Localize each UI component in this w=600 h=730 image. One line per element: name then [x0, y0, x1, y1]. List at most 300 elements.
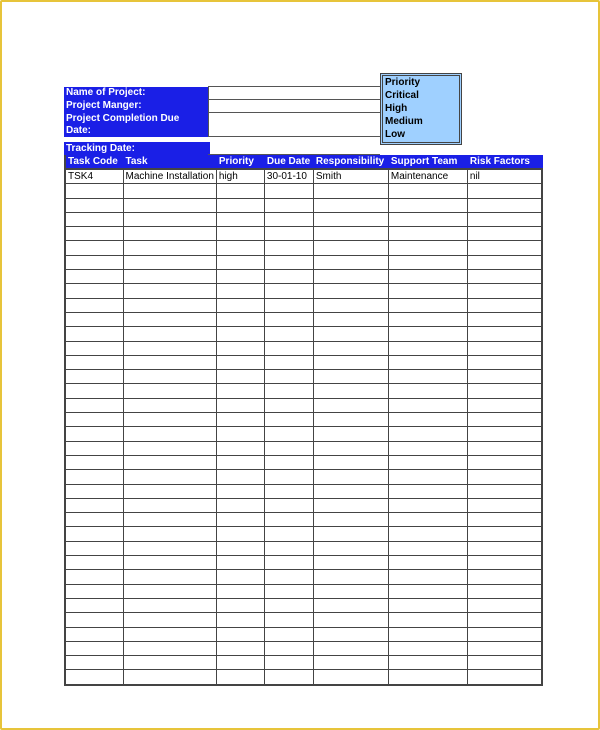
table-cell[interactable]: [388, 184, 467, 198]
table-row: [65, 312, 542, 326]
table-row: [65, 513, 542, 527]
table-cell[interactable]: [388, 284, 467, 298]
table-cell[interactable]: [388, 270, 467, 284]
table-cell[interactable]: [65, 527, 123, 541]
table-cell[interactable]: [467, 670, 542, 685]
table-cell[interactable]: [264, 227, 313, 241]
table-cell[interactable]: [123, 470, 216, 484]
table-cell[interactable]: [388, 527, 467, 541]
table-cell[interactable]: [216, 427, 264, 441]
table-cell[interactable]: [388, 627, 467, 641]
table-cell[interactable]: [123, 255, 216, 269]
table-cell[interactable]: [65, 470, 123, 484]
table-cell[interactable]: [65, 627, 123, 641]
table-cell[interactable]: [216, 198, 264, 212]
table-row: [65, 241, 542, 255]
table-cell[interactable]: [216, 455, 264, 469]
table-cell[interactable]: [467, 184, 542, 198]
table-cell[interactable]: [264, 370, 313, 384]
table-cell[interactable]: [264, 556, 313, 570]
table-cell[interactable]: [123, 441, 216, 455]
table-row: [65, 441, 542, 455]
table-cell[interactable]: Smith: [313, 169, 388, 184]
table-row: [65, 169, 542, 184]
table-cell[interactable]: [313, 270, 388, 284]
table-cell[interactable]: [264, 298, 313, 312]
table-cell[interactable]: [123, 284, 216, 298]
priority-legend: [380, 73, 462, 145]
table-cell[interactable]: [467, 227, 542, 241]
table-cell[interactable]: [65, 541, 123, 555]
table-cell[interactable]: [467, 398, 542, 412]
table-cell[interactable]: [123, 570, 216, 584]
table-cell[interactable]: [388, 413, 467, 427]
table-cell[interactable]: [388, 370, 467, 384]
table-cell[interactable]: [65, 398, 123, 412]
table-cell[interactable]: [467, 584, 542, 598]
column-header-task: Task: [123, 155, 216, 169]
table-row: [65, 212, 542, 226]
table-cell[interactable]: [216, 327, 264, 341]
table-cell[interactable]: [313, 413, 388, 427]
table-row: [65, 341, 542, 355]
table-cell[interactable]: [65, 556, 123, 570]
table-cell[interactable]: Maintenance: [388, 169, 467, 184]
table-cell[interactable]: [467, 298, 542, 312]
table-cell[interactable]: [264, 527, 313, 541]
table-cell[interactable]: [65, 427, 123, 441]
table-cell[interactable]: [388, 227, 467, 241]
table-cell[interactable]: [313, 312, 388, 326]
table-cell[interactable]: [65, 312, 123, 326]
table-cell[interactable]: [467, 556, 542, 570]
table-cell[interactable]: [467, 327, 542, 341]
table-cell[interactable]: [123, 327, 216, 341]
table-cell[interactable]: [123, 370, 216, 384]
table-cell[interactable]: [216, 570, 264, 584]
table-cell[interactable]: [264, 270, 313, 284]
table-row: [65, 398, 542, 412]
table-cell[interactable]: [216, 598, 264, 612]
table-cell[interactable]: [216, 613, 264, 627]
table-cell[interactable]: [216, 413, 264, 427]
table-row: [65, 541, 542, 555]
table-cell[interactable]: [216, 284, 264, 298]
table-cell[interactable]: [388, 355, 467, 369]
table-cell[interactable]: [388, 327, 467, 341]
table-row: [65, 641, 542, 655]
table-cell[interactable]: [388, 455, 467, 469]
table-row: [65, 184, 542, 198]
task-table-body: [65, 169, 542, 685]
table-cell[interactable]: [123, 584, 216, 598]
table-cell[interactable]: [216, 384, 264, 398]
column-header-task-code: Task Code: [65, 155, 123, 169]
table-cell[interactable]: [123, 270, 216, 284]
column-header-due-date: Due Date: [264, 155, 313, 169]
table-cell[interactable]: [216, 241, 264, 255]
table-cell[interactable]: [65, 484, 123, 498]
table-cell[interactable]: [65, 498, 123, 512]
table-cell[interactable]: [65, 184, 123, 198]
table-row: [65, 427, 542, 441]
table-cell[interactable]: [467, 470, 542, 484]
table-cell[interactable]: [264, 284, 313, 298]
column-header-risk-factors: Risk Factors: [467, 155, 542, 169]
table-cell[interactable]: [65, 570, 123, 584]
table-cell[interactable]: [264, 656, 313, 670]
table-cell[interactable]: [388, 613, 467, 627]
table-cell[interactable]: [65, 327, 123, 341]
table-cell[interactable]: [123, 484, 216, 498]
table-cell[interactable]: [467, 441, 542, 455]
table-cell[interactable]: [388, 312, 467, 326]
table-cell[interactable]: [216, 670, 264, 685]
table-cell[interactable]: [467, 198, 542, 212]
table-cell[interactable]: [264, 484, 313, 498]
table-cell[interactable]: [216, 527, 264, 541]
table-cell[interactable]: [313, 641, 388, 655]
table-cell[interactable]: [264, 312, 313, 326]
table-cell[interactable]: [264, 498, 313, 512]
table-cell[interactable]: [65, 227, 123, 241]
task-table: [64, 155, 543, 686]
table-cell[interactable]: [388, 598, 467, 612]
priority-legend-medium: Medium: [385, 116, 423, 127]
table-cell[interactable]: [388, 198, 467, 212]
table-cell[interactable]: [123, 398, 216, 412]
table-cell[interactable]: [313, 613, 388, 627]
table-cell[interactable]: [216, 484, 264, 498]
table-cell[interactable]: [123, 498, 216, 512]
table-cell[interactable]: [65, 284, 123, 298]
table-cell[interactable]: [216, 441, 264, 455]
table-cell[interactable]: [123, 384, 216, 398]
table-cell[interactable]: [313, 455, 388, 469]
table-cell[interactable]: [313, 498, 388, 512]
table-cell[interactable]: [467, 341, 542, 355]
table-row: [65, 470, 542, 484]
table-cell[interactable]: [388, 484, 467, 498]
project-info-block: [64, 86, 382, 137]
table-cell[interactable]: [467, 641, 542, 655]
table-cell[interactable]: [313, 484, 388, 498]
table-cell[interactable]: [313, 298, 388, 312]
table-cell[interactable]: [467, 613, 542, 627]
table-cell[interactable]: [313, 327, 388, 341]
table-cell[interactable]: [313, 284, 388, 298]
table-cell[interactable]: [264, 241, 313, 255]
table-cell[interactable]: [264, 541, 313, 555]
table-cell[interactable]: [216, 341, 264, 355]
table-cell[interactable]: [313, 670, 388, 685]
table-cell[interactable]: [467, 270, 542, 284]
table-row: [65, 413, 542, 427]
table-cell[interactable]: [264, 427, 313, 441]
name-of-project-label: Name of Project:: [64, 87, 209, 100]
table-row: [65, 270, 542, 284]
table-row: [65, 227, 542, 241]
table-cell[interactable]: [123, 513, 216, 527]
table-cell[interactable]: [467, 312, 542, 326]
table-cell[interactable]: [216, 212, 264, 226]
table-cell[interactable]: [264, 327, 313, 341]
table-cell[interactable]: [313, 255, 388, 269]
table-row: [65, 327, 542, 341]
table-cell[interactable]: [313, 556, 388, 570]
table-cell[interactable]: [264, 570, 313, 584]
table-cell[interactable]: [467, 241, 542, 255]
table-row: [65, 656, 542, 670]
project-manager-field[interactable]: [209, 100, 382, 113]
task-table-header: [65, 155, 542, 169]
table-cell[interactable]: [216, 270, 264, 284]
table-cell[interactable]: [123, 670, 216, 685]
table-cell[interactable]: [264, 255, 313, 269]
table-cell[interactable]: [216, 370, 264, 384]
table-cell[interactable]: [467, 513, 542, 527]
table-cell[interactable]: [388, 584, 467, 598]
table-cell[interactable]: [388, 541, 467, 555]
table-cell[interactable]: [123, 427, 216, 441]
table-cell[interactable]: [123, 341, 216, 355]
table-row: [65, 355, 542, 369]
table-cell[interactable]: [123, 641, 216, 655]
table-cell[interactable]: [313, 398, 388, 412]
table-cell[interactable]: [467, 413, 542, 427]
table-cell[interactable]: [388, 470, 467, 484]
table-cell[interactable]: [264, 341, 313, 355]
table-cell[interactable]: [123, 355, 216, 369]
table-cell[interactable]: high: [216, 169, 264, 184]
table-cell[interactable]: [216, 584, 264, 598]
table-cell[interactable]: [216, 541, 264, 555]
table-cell[interactable]: [467, 656, 542, 670]
table-cell[interactable]: [388, 341, 467, 355]
table-cell[interactable]: [264, 198, 313, 212]
table-cell[interactable]: [216, 184, 264, 198]
table-cell[interactable]: [313, 241, 388, 255]
table-cell[interactable]: [467, 370, 542, 384]
priority-legend-low: Low: [385, 129, 405, 140]
table-cell[interactable]: [467, 570, 542, 584]
table-cell[interactable]: [216, 656, 264, 670]
table-cell[interactable]: [467, 427, 542, 441]
table-cell[interactable]: [388, 670, 467, 685]
table-cell[interactable]: [65, 241, 123, 255]
table-cell[interactable]: [388, 384, 467, 398]
table-cell[interactable]: [65, 513, 123, 527]
table-cell[interactable]: [123, 241, 216, 255]
table-cell[interactable]: [313, 584, 388, 598]
table-cell[interactable]: [313, 513, 388, 527]
table-cell[interactable]: [123, 455, 216, 469]
table-cell[interactable]: [388, 498, 467, 512]
table-cell[interactable]: [313, 527, 388, 541]
table-cell[interactable]: [216, 556, 264, 570]
table-cell[interactable]: [467, 384, 542, 398]
table-cell[interactable]: [216, 470, 264, 484]
table-cell[interactable]: [467, 527, 542, 541]
table-cell[interactable]: [65, 584, 123, 598]
table-cell[interactable]: [65, 441, 123, 455]
table-cell[interactable]: [65, 341, 123, 355]
table-cell[interactable]: [264, 513, 313, 527]
table-cell[interactable]: [65, 198, 123, 212]
table-cell[interactable]: [388, 298, 467, 312]
table-cell[interactable]: [216, 627, 264, 641]
name-of-project-field[interactable]: [209, 87, 382, 100]
table-cell[interactable]: [123, 184, 216, 198]
table-cell[interactable]: [216, 312, 264, 326]
table-cell[interactable]: TSK4: [65, 169, 123, 184]
table-cell[interactable]: [123, 556, 216, 570]
table-cell[interactable]: [264, 613, 313, 627]
table-cell[interactable]: [313, 570, 388, 584]
table-cell[interactable]: [313, 598, 388, 612]
table-cell[interactable]: [123, 413, 216, 427]
table-cell[interactable]: [264, 470, 313, 484]
table-cell[interactable]: [264, 441, 313, 455]
table-row: [65, 255, 542, 269]
table-cell[interactable]: [123, 613, 216, 627]
table-cell[interactable]: [264, 670, 313, 685]
table-cell[interactable]: [65, 613, 123, 627]
table-cell[interactable]: [65, 670, 123, 685]
table-cell[interactable]: [313, 370, 388, 384]
table-cell[interactable]: [388, 241, 467, 255]
table-cell[interactable]: [313, 441, 388, 455]
table-cell[interactable]: [123, 227, 216, 241]
table-cell[interactable]: [216, 227, 264, 241]
table-cell[interactable]: [467, 627, 542, 641]
table-cell[interactable]: [467, 255, 542, 269]
tracking-date-field[interactable]: [208, 142, 380, 155]
table-cell[interactable]: [123, 627, 216, 641]
table-cell[interactable]: [123, 598, 216, 612]
table-cell[interactable]: [313, 184, 388, 198]
table-cell[interactable]: [467, 212, 542, 226]
table-cell[interactable]: Machine Installation: [123, 169, 216, 184]
table-cell[interactable]: [388, 556, 467, 570]
table-cell[interactable]: [467, 355, 542, 369]
table-cell[interactable]: [313, 541, 388, 555]
table-cell[interactable]: [65, 598, 123, 612]
table-cell[interactable]: [264, 384, 313, 398]
table-cell[interactable]: [65, 212, 123, 226]
table-row: [65, 570, 542, 584]
table-cell[interactable]: [388, 255, 467, 269]
table-cell[interactable]: [388, 398, 467, 412]
priority-legend-title: Priority: [385, 77, 421, 88]
table-cell[interactable]: [313, 427, 388, 441]
table-cell[interactable]: [264, 212, 313, 226]
table-cell[interactable]: [388, 212, 467, 226]
table-cell[interactable]: [313, 227, 388, 241]
table-cell[interactable]: [313, 656, 388, 670]
table-cell[interactable]: [388, 513, 467, 527]
table-cell[interactable]: [216, 498, 264, 512]
table-cell[interactable]: [313, 198, 388, 212]
table-cell[interactable]: [216, 641, 264, 655]
table-cell[interactable]: [264, 355, 313, 369]
table-cell[interactable]: [264, 584, 313, 598]
table-cell[interactable]: [264, 398, 313, 412]
table-cell[interactable]: [467, 598, 542, 612]
table-cell[interactable]: [264, 455, 313, 469]
table-cell[interactable]: [65, 298, 123, 312]
table-cell[interactable]: [264, 641, 313, 655]
table-cell[interactable]: [216, 513, 264, 527]
table-cell[interactable]: [467, 284, 542, 298]
table-cell[interactable]: [123, 527, 216, 541]
table-cell[interactable]: [123, 656, 216, 670]
table-cell[interactable]: [65, 355, 123, 369]
table-cell[interactable]: [65, 455, 123, 469]
table-cell[interactable]: [388, 641, 467, 655]
table-row: [65, 556, 542, 570]
table-cell[interactable]: [123, 198, 216, 212]
table-cell[interactable]: [313, 212, 388, 226]
table-cell[interactable]: [65, 270, 123, 284]
table-cell[interactable]: [313, 384, 388, 398]
table-cell[interactable]: [388, 570, 467, 584]
table-cell[interactable]: [123, 541, 216, 555]
table-cell[interactable]: [65, 370, 123, 384]
table-cell[interactable]: [123, 312, 216, 326]
table-cell[interactable]: [216, 355, 264, 369]
project-manager-label: Project Manger:: [64, 100, 209, 113]
table-cell[interactable]: [123, 298, 216, 312]
table-cell[interactable]: [313, 470, 388, 484]
table-cell[interactable]: [467, 541, 542, 555]
table-cell[interactable]: [467, 484, 542, 498]
completion-due-date-field[interactable]: [209, 113, 382, 137]
table-cell[interactable]: [388, 441, 467, 455]
table-cell[interactable]: [65, 641, 123, 655]
table-cell[interactable]: [123, 212, 216, 226]
table-row: [65, 627, 542, 641]
table-cell[interactable]: 30-01-10: [264, 169, 313, 184]
table-cell[interactable]: [313, 341, 388, 355]
table-cell[interactable]: [313, 627, 388, 641]
table-cell[interactable]: [216, 398, 264, 412]
table-row: [65, 370, 542, 384]
table-row: [65, 598, 542, 612]
table-cell[interactable]: [313, 355, 388, 369]
tracking-date-label: Tracking Date:: [64, 142, 210, 155]
table-cell[interactable]: [388, 656, 467, 670]
table-cell[interactable]: [65, 413, 123, 427]
table-cell[interactable]: [65, 384, 123, 398]
column-header-support-team: Support Team: [388, 155, 467, 169]
table-cell[interactable]: [467, 455, 542, 469]
table-row: [65, 584, 542, 598]
table-cell[interactable]: [388, 427, 467, 441]
table-cell[interactable]: [216, 298, 264, 312]
table-cell[interactable]: [216, 255, 264, 269]
table-cell[interactable]: [65, 656, 123, 670]
table-cell[interactable]: [264, 413, 313, 427]
table-cell[interactable]: [65, 255, 123, 269]
table-cell[interactable]: [264, 627, 313, 641]
table-cell[interactable]: [467, 498, 542, 512]
table-cell[interactable]: [264, 184, 313, 198]
table-cell[interactable]: [264, 598, 313, 612]
priority-legend-critical: Critical: [385, 90, 419, 101]
table-cell[interactable]: nil: [467, 169, 542, 184]
priority-legend-high: High: [385, 103, 408, 114]
